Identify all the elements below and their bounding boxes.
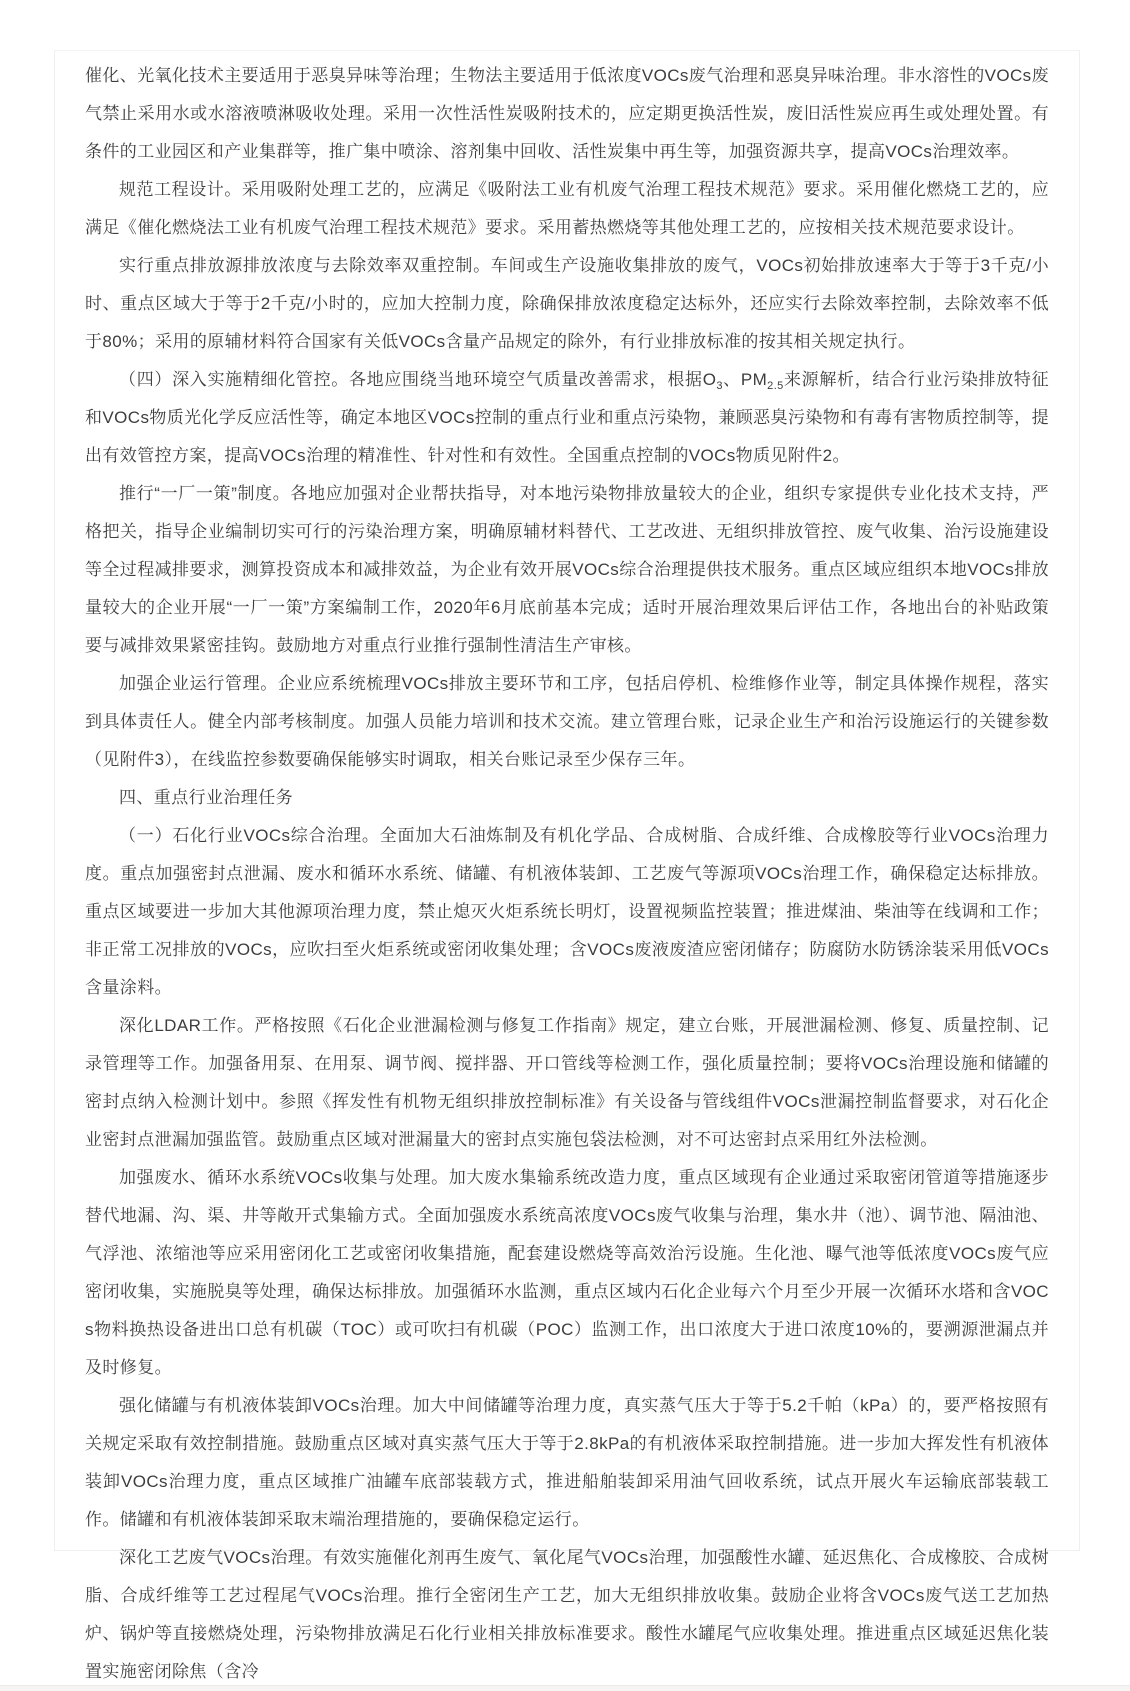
page-gap bbox=[0, 1685, 1130, 1691]
paragraph: 深化LDAR工作。严格按照《石化企业泄漏检测与修复工作指南》规定，建立台账，开展泄漏检测、修复、质量控制、记录管理等工作。加强备用泵、在用泵、调节阀、搅拌器、开口管线等检测工作，强化质量控制；要将VOCs治理设施和储罐的密封点纳入检测计划中。参照《挥发性有机物无组织排放控制标准》有关设备与管线组件VOCs泄漏控制监督要求，对石化企业密封点泄漏加强监管。鼓励重点区域对泄漏量大的密封点实施包袋法检测，对不可达密封点采用红外法检测。 bbox=[85, 1016, 1049, 1149]
paragraph: 加强企业运行管理。企业应系统梳理VOCs排放主要环节和工序，包括启停机、检维修作业等，制定具体操作规程，落实到具体责任人。健全内部考核制度。加强人员能力培训和技术交流。建立管理台账，记录企业生产和治污设施运行的关键参数（见附件3），在线监控参数要确保能够实时调取，相关台账记录至少保存三年。 bbox=[85, 674, 1049, 769]
paragraph: （一）石化行业VOCs综合治理。全面加大石油炼制及有机化学品、合成树脂、合成纤维、合成橡胶等行业VOCs治理力度。重点加强密封点泄漏、废水和循环水系统、储罐、有机液体装卸、工艺废气等源项VOCs治理工作，确保稳定达标排放。重点区域要进一步加大其他源项治理力度，禁止熄灭火炬系统长明灯，设置视频监控装置；推进煤油、柴油等在线调和工作；非正常工况排放的VOCs，应吹扫至火炬系统或密闭收集处理；含VOCs废液废渣应密闭储存；防腐防水防锈涂装采用低VOCs含量涂料。 bbox=[85, 826, 1049, 997]
paragraph: 强化储罐与有机液体装卸VOCs治理。加大中间储罐等治理力度，真实蒸气压大于等于5.2千帕（kPa）的，要严格按照有关规定采取有效控制措施。鼓励重点区域对真实蒸气压大于等于2.8kPa的有机液体采取控制措施。进一步加大挥发性有机液体装卸VOCs治理力度，重点区域推广油罐车底部装载方式，推进船舶装卸采用油气回收系统，试点开展火车运输底部装载工作。储罐和有机液体装卸采取末端治理措施的，要确保稳定运行。 bbox=[85, 1396, 1049, 1529]
paragraph: （四）深入实施精细化管控。各地应围绕当地环境空气质量改善需求，根据$O_3$、$PM_{2.5}$来源解析，结合行业污染排放特征和VOCs物质光化学反应活性等，确定本地区VOCs控制的重点行业和重点污染物，兼顾恶臭污染物和有毒有害物质控制等，提出有效管控方案，提高VOCs治理的精准性、针对性和有效性。全国重点控制的VOCs物质见附件2。 bbox=[85, 370, 1050, 465]
document-page bbox=[54, 50, 1080, 1681]
document-body bbox=[85, 57, 1049, 1691]
paragraph: 加强废水、循环水系统VOCs收集与处理。加大废水集输系统改造力度，重点区域现有企业通过采取密闭管道等措施逐步替代地漏、沟、渠、井等敞开式集输方式。全面加强废水系统高浓度VOCs废气收集与治理，集水井（池）、调节池、隔油池、气浮池、浓缩池等应采用密闭化工艺或密闭收集措施，配套建设燃烧等高效治污设施。生化池、曝气池等低浓度VOCs废气应密闭收集，实施脱臭等处理，确保达标排放。加强循环水监测，重点区域内石化企业每六个月至少开展一次循环水塔和含VOCs物料换热设备进出口总有机碳（TOC）或可吹扫有机碳（POC）监测工作，出口浓度大于进口浓度10%的，要溯源泄漏点并及时修复。 bbox=[85, 1168, 1049, 1377]
paragraph: 推行“一厂一策”制度。各地应加强对企业帮扶指导，对本地污染物排放量较大的企业，组织专家提供专业化技术支持，严格把关，指导企业编制切实可行的污染治理方案，明确原辅材料替代、工艺改进、无组织排放管控、废气收集、治污设施建设等全过程减排要求，测算投资成本和减排效益，为企业有效开展VOCs综合治理提供技术服务。重点区域应组织本地VOCs排放量较大的企业开展“一厂一策”方案编制工作，2020年6月底前基本完成；适时开展治理效果后评估工作，各地出台的补贴政策要与减排效果紧密挂钩。鼓励地方对重点行业推行强制性清洁生产审核。 bbox=[85, 484, 1049, 655]
paragraph: 实行重点排放源排放浓度与去除效率双重控制。车间或生产设施收集排放的废气，VOCs初始排放速率大于等于3千克/小时、重点区域大于等于2千克/小时的，应加大控制力度，除确保排放浓度稳定达标外，还应实行去除效率控制，去除效率不低于80%；采用的原辅材料符合国家有关低VOCs含量产品规定的除外，有行业排放标准的按其相关规定执行。 bbox=[85, 256, 1049, 351]
paragraph: 四、重点行业治理任务 bbox=[119, 788, 293, 807]
paragraph: 规范工程设计。采用吸附处理工艺的，应满足《吸附法工业有机废气治理工程技术规范》要求。采用催化燃烧工艺的，应满足《催化燃烧法工业有机废气治理工程技术规范》要求。采用蓄热燃烧等其他处理工艺的，应按相关技术规范要求设计。 bbox=[85, 180, 1049, 237]
paragraph: 深化工艺废气VOCs治理。有效实施催化剂再生废气、氧化尾气VOCs治理，加强酸性水罐、延迟焦化、合成橡胶、合成树脂、合成纤维等工艺过程尾气VOCs治理。推行全密闭生产工艺，加大无组织排放收集。鼓励企业将含VOCs废气送工艺加热炉、锅炉等直接燃烧处理，污染物排放满足石化行业相关排放标准要求。酸性水罐尾气应收集处理。推进重点区域延迟焦化装置实施密闭除焦（含冷 bbox=[85, 1548, 1049, 1681]
paragraph: 催化、光氧化技术主要适用于恶臭异味等治理；生物法主要适用于低浓度VOCs废气治理和恶臭异味治理。非水溶性的VOCs废气禁止采用水或水溶液喷淋吸收处理。采用一次性活性炭吸附技术的，应定期更换活性炭，废旧活性炭应再生或处理处置。有条件的工业园区和产业集群等，推广集中喷涂、溶剂集中回收、活性炭集中再生等，加强资源共享，提高VOCs治理效率。 bbox=[85, 66, 1049, 161]
